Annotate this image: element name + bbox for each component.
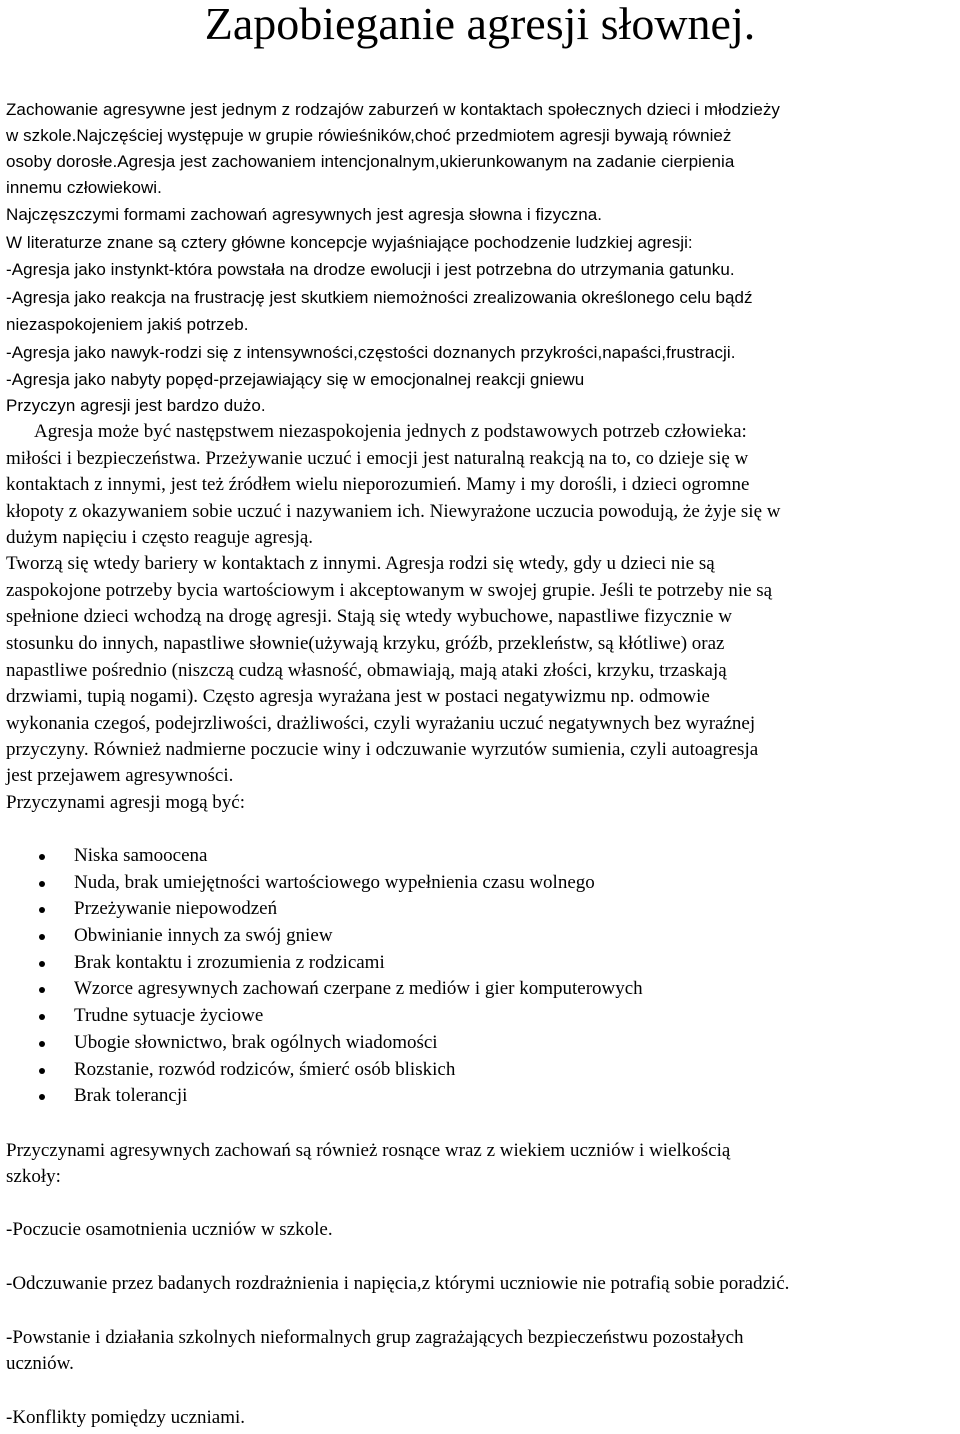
concept-line: -Agresja jako nawyk-rodzi się z intensywności,częstości doznanych przykrości,napaści,frustracji. (6, 343, 736, 362)
list-item (0, 1083, 643, 1110)
body-line: zaspokojone potrzeby bycia wartościowym i akceptowanym w swojej grupie. Jeśli te potrzeby nie są (6, 580, 773, 601)
bullet-icon (39, 881, 45, 887)
school-causes-line: uczniów. (6, 1353, 74, 1374)
list-item-label: Obwinianie innych za swój gniew (74, 925, 333, 947)
body-line: stosunku do innych, napastliwe słownie(używają krzyku, gróźb, przekleństw, są kłótliwe) oraz (6, 633, 725, 654)
body-line: drzwiami, tupią nogami). Często agresja wyrażana jest w postaci negatywizmu np. odmowie (6, 686, 710, 707)
concept-line: -Agresja jako nabyty popęd-przejawiający się w emocjonalnej reakcji gniewu (6, 370, 585, 389)
body-line: Tworzą się wtedy bariery w kontaktach z innymi. Agresja rodzi się wtedy, gdy u dzieci nie są (6, 553, 715, 574)
intro-line: innemu człowiekowi. (6, 178, 162, 197)
bullet-icon (39, 1094, 45, 1100)
list-item-label: Brak tolerancji (74, 1085, 188, 1107)
bullet-icon (39, 1041, 45, 1047)
list-item (0, 923, 643, 950)
body-line: Przyczynami agresji mogą być: (6, 792, 246, 813)
concept-line: niezaspokojeniem jakiś potrzeb. (6, 315, 249, 334)
list-item-label: Przeżywanie niepowodzeń (74, 898, 278, 920)
intro-line: osoby dorosłe.Agresja jest zachowaniem intencjonalnym,ukierunkowanym na zadanie cierpienia (6, 152, 735, 171)
concept-line: Przyczyn agresji jest bardzo dużo. (6, 396, 266, 415)
bullet-icon (39, 854, 45, 860)
school-causes-line: szkoły: (6, 1166, 61, 1187)
bullet-icon (39, 907, 45, 913)
list-item (0, 1003, 643, 1030)
body-line: kontaktach z innymi, jest też źródłem wielu nieporozumień. Mamy i my dorośli, i dzieci ogromne (6, 474, 750, 495)
list-item (0, 976, 643, 1003)
intro-line: W literaturze znane są cztery główne koncepcje wyjaśniające pochodzenie ludzkiej agresji: (6, 233, 693, 252)
intro-line: Zachowanie agresywne jest jednym z rodzajów zaburzeń w kontaktach społecznych dzieci i młodzieży (6, 100, 780, 119)
list-item-label: Nuda, brak umiejętności wartościowego wypełnienia czasu wolnego (74, 871, 595, 893)
body-line: dużym napięciu i często reaguje agresją. (6, 527, 314, 548)
school-causes-line: -Poczucie osamotnienia uczniów w szkole. (6, 1219, 333, 1240)
body-line: jest przejawem agresywności. (6, 765, 234, 786)
body-line: przyczyny. Również nadmierne poczucie winy i odczuwanie wyrzutów sumienia, czyli autoagresja (6, 739, 759, 760)
school-causes-line: -Konflikty pomiędzy uczniami. (6, 1407, 246, 1428)
causes-list (0, 843, 643, 1110)
body-line: Agresja może być następstwem niezaspokojenia jednych z podstawowych potrzeb człowieka: (34, 421, 747, 442)
bullet-icon (39, 961, 45, 967)
page-title: Zapobieganie agresji słownej. (204, 0, 756, 49)
intro-line: Najczęszczymi formami zachowań agresywnych jest agresja słowna i fizyczna. (6, 205, 603, 224)
list-item-label: Brak kontaktu i zrozumienia z rodzicami (74, 951, 385, 973)
school-causes-line: Przyczynami agresywnych zachowań są również rosnące wraz z wiekiem uczniów i wielkością (6, 1140, 731, 1161)
bullet-icon (39, 934, 45, 940)
list-item (0, 950, 643, 977)
body-line: miłości i bezpieczeństwa. Przeżywanie uczuć i emocji jest naturalną reakcją na to, co dzieje się w (6, 448, 749, 469)
list-item (0, 896, 643, 923)
list-item-label: Ubogie słownictwo, brak ogólnych wiadomości (74, 1031, 438, 1053)
body-line: wykonania czegoś, podejrzliwości, drażliwości, czyli wyrażaniu uczuć negatywnych bez wyraźnej (6, 713, 756, 734)
concept-line: -Agresja jako instynkt-która powstała na drodze ewolucji i jest potrzebna do utrzymania gatunku. (6, 260, 735, 279)
body-line: napastliwe pośrednio (niszczą cudzą własność, obmawiają, mają ataki złości, krzyku, trzaskają (6, 660, 727, 681)
bullet-icon (39, 1068, 45, 1074)
list-item-label: Niska samoocena (74, 845, 208, 866)
list-item-label: Wzorce agresywnych zachowań czerpane z mediów i gier komputerowych (74, 978, 643, 1000)
concept-line: -Agresja jako reakcja na frustrację jest skutkiem niemożności zrealizowania określonego celu bądź (6, 288, 753, 307)
list-item (0, 1030, 643, 1057)
school-causes-line: -Powstanie i działania szkolnych nieformalnych grup zagrażających bezpieczeństwu pozostałych (6, 1327, 744, 1348)
list-item (0, 870, 643, 897)
bullet-icon (39, 1014, 45, 1020)
list-item-label: Trudne sytuacje życiowe (74, 1005, 264, 1027)
intro-line: w szkole.Najczęściej występuje w grupie rówieśników,choć przedmiotem agresji bywają również (6, 126, 732, 145)
school-causes-line: -Odczuwanie przez badanych rozdrażnienia i napięcia,z którymi uczniowie nie potrafią sobie poradzić. (6, 1273, 790, 1294)
body-line: spełnione dzieci wchodzą na drogę agresji. Stają się wtedy wybuchowe, napastliwe fizycznie w (6, 606, 732, 627)
bullet-icon (39, 987, 45, 993)
body-line: kłopoty z okazywaniem sobie uczuć i nazywaniem ich. Niewyrażone uczucia powodują, że żyje się w (6, 501, 781, 522)
list-item (0, 1057, 643, 1084)
list-item-label: Rozstanie, rozwód rodziców, śmierć osób bliskich (74, 1058, 456, 1080)
list-item (0, 843, 643, 870)
